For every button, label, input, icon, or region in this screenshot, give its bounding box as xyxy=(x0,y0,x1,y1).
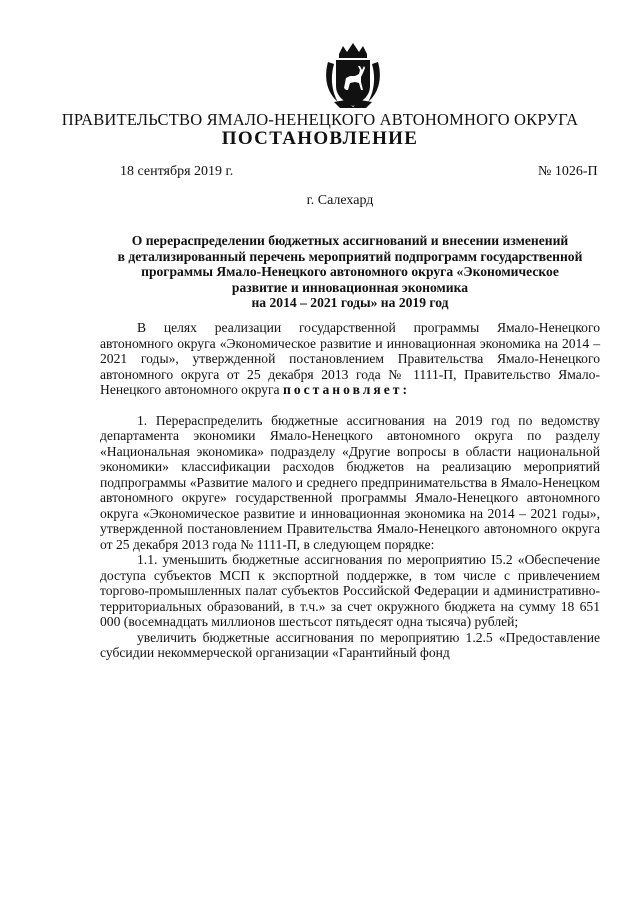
title-line: развитие и инновационная экономика xyxy=(231,279,469,295)
title-line: в детализированный перечень мероприятий подпрограмм государственной xyxy=(117,248,583,264)
organization-name: ПРАВИТЕЛЬСТВО ЯМАЛО-НЕНЕЦКОГО АВТОНОМНОГО ОКРУГА xyxy=(61,110,579,129)
item-1-paragraph: 1. Перераспределить бюджетные ассигнования на 2019 год по ведомству департамента экономики Ямало-Ненецкого автономного округа по разделу «Национальная экономика» подразделу «Другие вопросы в области национальной экономики» классификации расходов бюджетов на реализацию мероприятий подпрограммы «Развитие малого и среднего предпринимательства в Ямало-Ненецком автономного округе» государственной программы Ямало-Ненецкого автономного округа «Экономическое развитие и инновационная экономика на 2014 – 2021 годы», утвержденной постановлением Правительства Ямало-Ненецкого автономного округа от 25 декабря 2013 года № 1111-П, в следующем порядке: xyxy=(100,412,600,552)
item-1-2-paragraph: увеличить бюджетные ассигнования по мероприятию 1.2.5 «Предоставление субсидии некоммерческой организации «Гарантийный фонд xyxy=(100,629,600,660)
preamble-text: В целях реализации государственной программы Ямало-Ненецкого автономного округа «Экономическое развитие и инновационная экономика на 2014 – 2021 годы», утвержденной постановлением Правительства Ямало-Ненецкого автономного округа от 25 декабря 2013 года № 1111-П, Правительство Ямало-Ненецкого автономного округа xyxy=(100,320,600,397)
document-number: № 1026-П xyxy=(538,164,598,179)
title-line: О перераспределении бюджетных ассигнований и внесении изменений xyxy=(131,233,569,248)
resolves-word: постановляет: xyxy=(283,382,410,397)
title-line: на 2014 – 2021 годы» на 2019 год xyxy=(251,295,449,311)
document-city: г. Салехард xyxy=(306,193,374,208)
title-line: программы Ямало-Ненецкого автономного округа «Экономическое xyxy=(141,264,559,280)
document-date: 18 сентября 2019 г. xyxy=(120,164,234,179)
preamble-paragraph xyxy=(100,320,600,398)
item-1-1-paragraph: 1.1. уменьшить бюджетные ассигнования по мероприятию I5.2 «Обеспечение доступа субъектов МСП к экспортной поддержке, в том числе с привлечением торгово-промышленных палат субъектов Российской Федерации и административно-территориальных образований, в т.ч.» за счет окружного бюджета на сумму 18 651 000 (восемнадцать миллионов шестьсот пятьдесят одна тысяча) рублей; xyxy=(100,552,600,629)
document-title xyxy=(100,233,600,311)
document-type: ПОСТАНОВЛЕНИЕ xyxy=(221,128,419,149)
document-body xyxy=(100,320,600,661)
coat-of-arms-icon xyxy=(322,40,384,110)
